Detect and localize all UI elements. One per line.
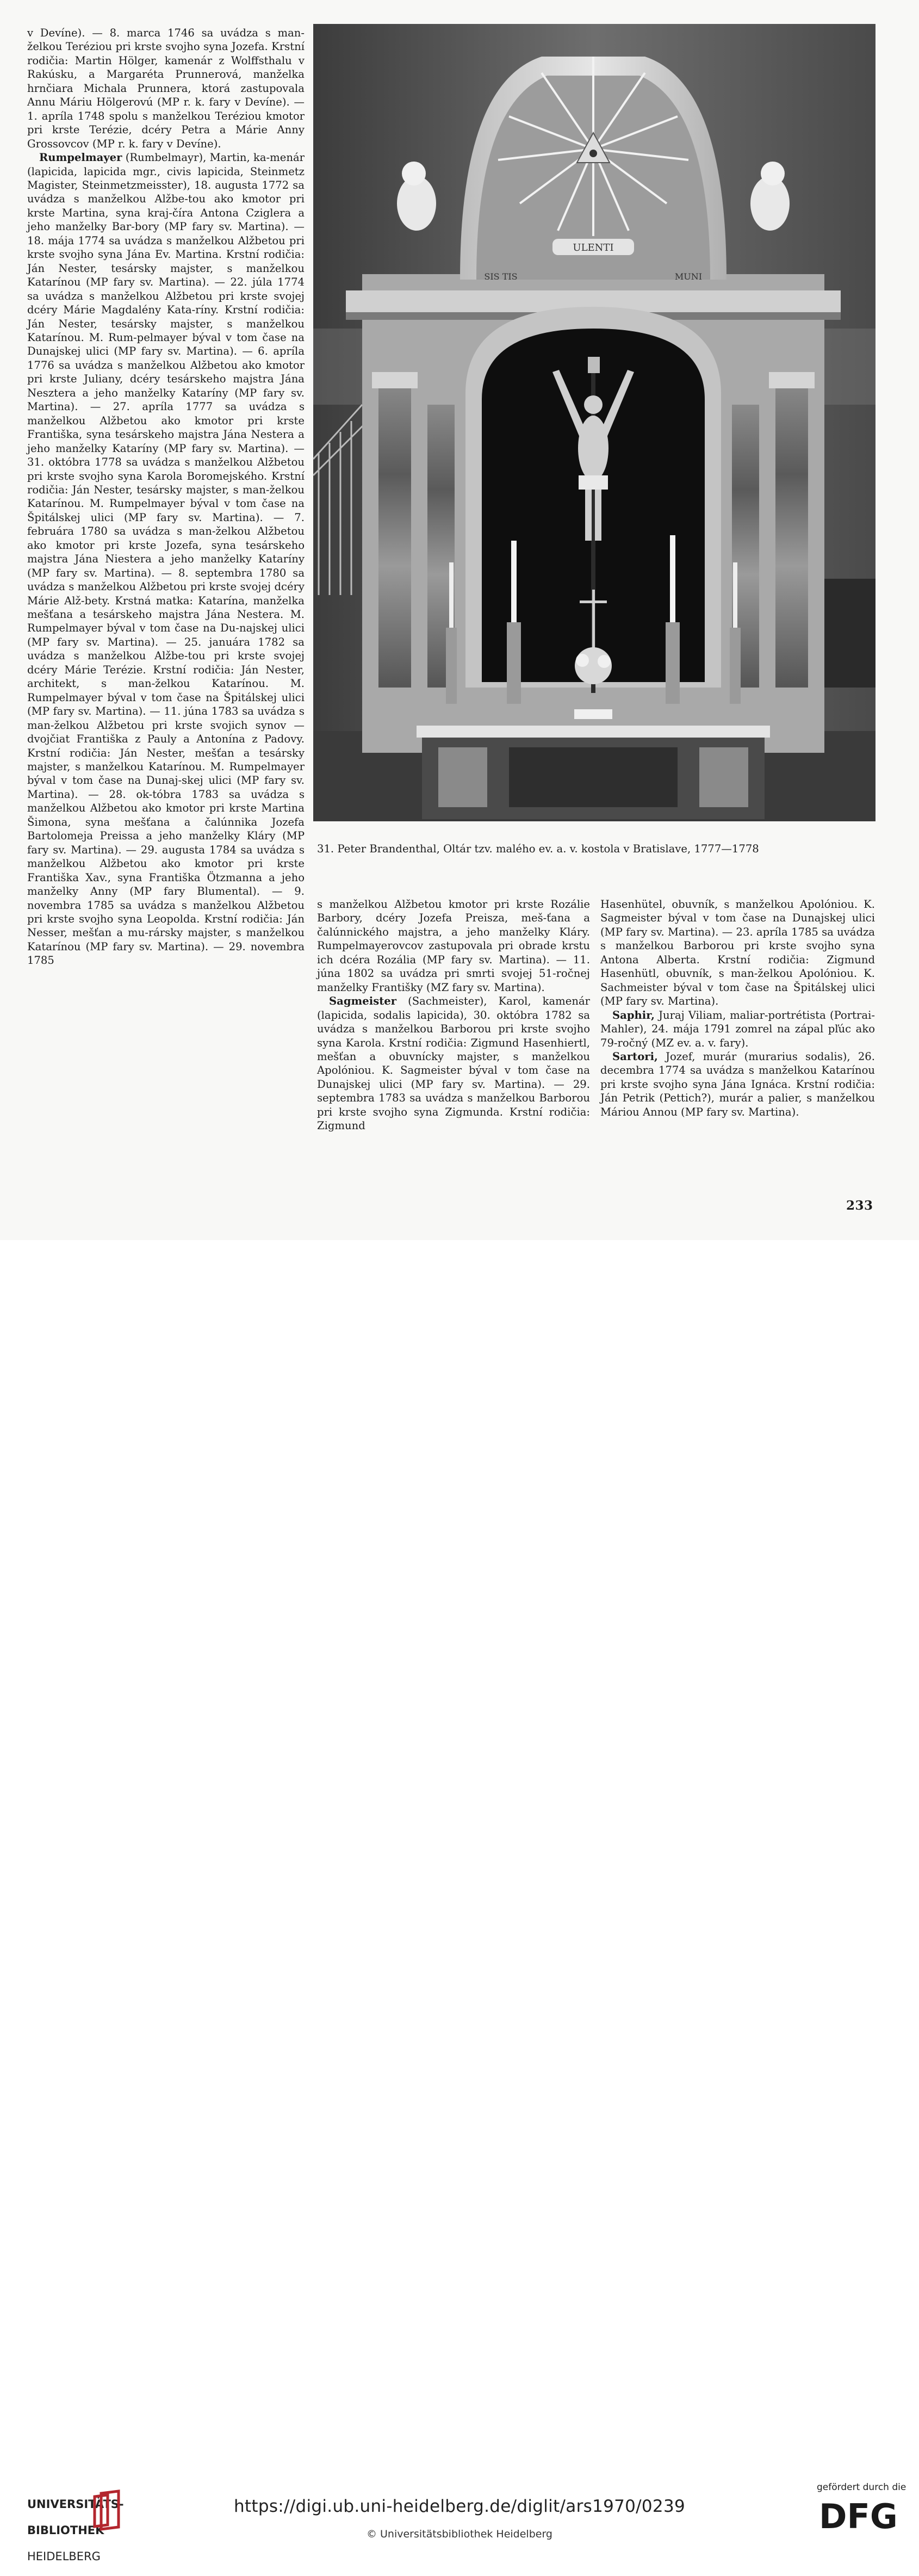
funding-label: gefördert durch die [817,2482,906,2493]
entry-sagmeister [317,994,590,1133]
entry-text: (Rumbelmayr), Martin, ka-menár (lapicida, lapicida mgr., civis lapicida, Steinmetz Magister, Steinmetzmeisster), 18. augusta 1772 sa uvádza s manželkou Alžbe-tou ako kmotor pri krste Martina, syna kraj-číra Antona Cziglera a jeho manželky Bar-bory (MP fary sv. Martina). — 18. mája 1774 sa uvádza s manželkou Alžbetou pri krste svojho syna Jána Ev. Martina. Krstní rodičia: Ján Nester, tesársky majster, s manželkou Katarínou (MP fary sv. Martina). — 22. júla 1774 sa uvádza s manželkou Alžbetou pri krste svojej dcéry Márie Magdalény Kata-ríny. Krstní rodičia: Ján Nester, tesársky majster, s manželkou Katarínou. M. Rum-pelmayer býval v tom čase na Dunajskej ulici (MP fary sv. Martina). — 6. apríla 1776 sa uvádza s manželkou Alžbetou ako kmotor pri krste Juliany, dcéry tesárskeho majstra Jána Nesztera a jeho manželky Kataríny (MP fary sv. Martina). — 27. apríla 1777 sa uvádza s manželkou Alžbetou ako kmotor pri krste Františka, syna tesárskeho majstra Jána Nestera a jeho manželky Kataríny (MP fary sv. Martina). — 31. októbra 1778 sa uvádza s manželkou Alžbetou pri krste svojho syna Karola Boromejského. Krstní rodičia: Ján Nester, tesársky majster, s man-želkou Katarínou. M. Rumpelmayer býval v tom čase na Špitálskej ulici (MP fary sv. Martina). — 7. februára 1780 sa uvádza s man-želkou Alžbetou ako kmotor pri krste Jozefa, syna tesárskeho majstra Jána Niestera a jeho manželky Kataríny (MP fary sv. Martina). — 8. septembra 1780 sa uvádza s manželkou Alžbetou pri krste svojej dcéry Márie Alž-bety. Krstná matka: Katarína, manželka mešťana a tesárskeho majstra Jána Nestera. M. Rumpelmayer býval v tom čase na Du-najskej ulici (MP fary sv. Martina). — 25. januára 1782 sa uvádza s manželkou Alžbe-tou pri krste svojej dcéry Márie Terézie. Krstní rodičia: Ján Nester, architekt, s man-želkou Katarínou. M. Rumpelmayer býval v tom čase na Špitálskej ulici (MP fary sv. Martina). — 11. júna 1783 sa uvádza s man-želkou Alžbetou pri krste svojich synov — dvojčiat Františka z Pauly a Antonína z Padovy. Krstní rodičia: Ján Nester, mešťan a tesársky majster, s manželkou Katarínou. M. Rumpelmayer býval v tom čase na Dunaj-skej ulici (MP fary sv. Martina). — 28. ok-tóbra 1783 sa uvádza s manželkou Alžbetou ako kmotor pri krste Martina Šimona, syna mešťana a čalúnnika Jozefa Bartolomeja Preissa a jeho manželky Kláry (MP fary sv. Martina). — 29. augusta 1784 sa uvádza s manželkou Alžbetou ako kmotor pri krste Františka Xav., syna Františka Ötzmanna a jeho manželky Anny (MP fary Blumental). — 9. novembra 1785 sa uvádza s manželkou Alžbetou pri krste svojho syna Leopolda. Krstní rodičia: Ján Nesser, mešťan a mu-rársky majster, s manželkou Katarínou (MP fary sv. Martina). — 29. novembra 1785 [27,151,305,967]
document-url-link[interactable]: https://digi.ub.uni-heidelberg.de/diglit/ars1970/0239 [233,2497,685,2516]
document-page [0,0,919,1240]
dfg-logo-text: DFG [819,2497,898,2536]
footer-bar [0,1240,919,2563]
altar-photograph [313,24,875,821]
entry-name: Sagmeister [329,995,397,1008]
dfg-logo-icon[interactable] [818,2497,905,2535]
banner-center-text: ULENTI [573,242,614,253]
altar-photograph-image [313,24,875,821]
library-name-line3: HEIDELBERG [27,2550,101,2563]
text-column-left [27,26,305,968]
paragraph-rumpelmayer-cont: s manželkou Alžbetou kmotor pri krste Rozálie Barbory, dcéry Jozefa Preisza, meš-ťana a čalúnnického majstra, a jeho manželky Kláry. Rumpelmayerovcov zastupovala pri obrade krstu ich dcéra Rozália (MP fary sv. Martina). — 11. júna 1802 sa uvádza pri smrti svojej 51-ročnej manželky Františky (MZ fary sv. Martina). [317,898,590,994]
banner-right-text: MUNI [674,271,703,282]
library-name-line1: UNIVERSITÄTS- [27,2498,124,2511]
banner-left-text: SIS TIS [484,271,518,282]
text-column-middle [317,897,590,1133]
entry-name: Sartori, [612,1050,658,1063]
entry-name: Rumpelmayer [39,151,122,164]
text-column-right [600,897,875,1119]
library-name-line2: BIBLIOTHEK [27,2524,104,2537]
entry-text: (Sachmeister), Karol, kamenár (lapicida, sodalis lapicida), 30. októbra 1782 sa uvádza s manželkou Barborou pri krste svojho syna Karola. Krstní rodičia: Zigmund Hasenhiertl, mešťan a obuvnícky majster, s manželkou Apolóniou. K. Sagmeister býval v tom čase na Dunajskej ulici (MP fary sv. Martina). — 29. septembra 1783 sa uvádza s manželkou Barborou pri krste svojho syna Zigmunda. Krstní rodičia: Zigmund [317,995,590,1132]
paragraph-sagmeister-cont: Hasenhütel, obuvník, s manželkou Apolóniou. K. Sagmeister býval v tom čase na Dunajskej ulici (MP fary sv. Martina). — 23. apríla 1785 sa uvádza s manželkou Barborou pri krste svojho syna Antona Alberta. Krstní rodičia: Zigmund Hasenhütl, obuvník, s man-želkou Apolóniou. K. Sachmeister býval v tom čase na Špitálskej ulici (MP fary sv. Martina). [600,898,875,1008]
page-number: 233 [846,1198,873,1213]
entry-rumpelmayer [27,151,305,968]
entry-name: Saphir, [612,1008,655,1021]
entry-sartori [600,1050,875,1119]
copyright-notice: © Universitätsbibliothek Heidelberg [366,2528,552,2540]
figure-caption: 31. Peter Brandenthal, Oltár tzv. malého ev. a. v. kostola v Bratislave, 1777—1778 [317,843,759,855]
entry-saphir [600,1008,875,1050]
entry-text: Jozef, murár (murarius sodalis), 26. decembra 1774 sa uvádza s manželkou Katarínou pri krste svojho syna Jána Ignáca. Krstní rodičia: Ján Petrik (Pettich?), murár a palier, s manželkou Máriou Annou (MP fary sv. Martina). [600,1050,875,1118]
entry-text: Juraj Viliam, maliar-portrétista (Portrai-Mahler), 24. mája 1791 zomrel na zápal pľúc ako 79-ročný (MZ ev. a. v. fary). [600,1008,875,1049]
paragraph-devin: v Devíne). — 8. marca 1746 sa uvádza s man-želkou Teréziou pri krste svojho syna Jozefa. Krstní rodičia: Martin Hölger, kamenár z Wolffsthalu v Rakúsku, a Margaréta Prunnerová, manželka hrnčiara Michala Prunnera, ktorá zastupovala Annu Máriu Hölgerovú (MP r. k. fary v Devíne). — 1. apríla 1748 spolu s manželkou Teréziou kmotor pri krste Terézie, dcéry Petra a Márie Anny Grossovcov (MP r. k. fary v Devíne). [27,27,305,150]
